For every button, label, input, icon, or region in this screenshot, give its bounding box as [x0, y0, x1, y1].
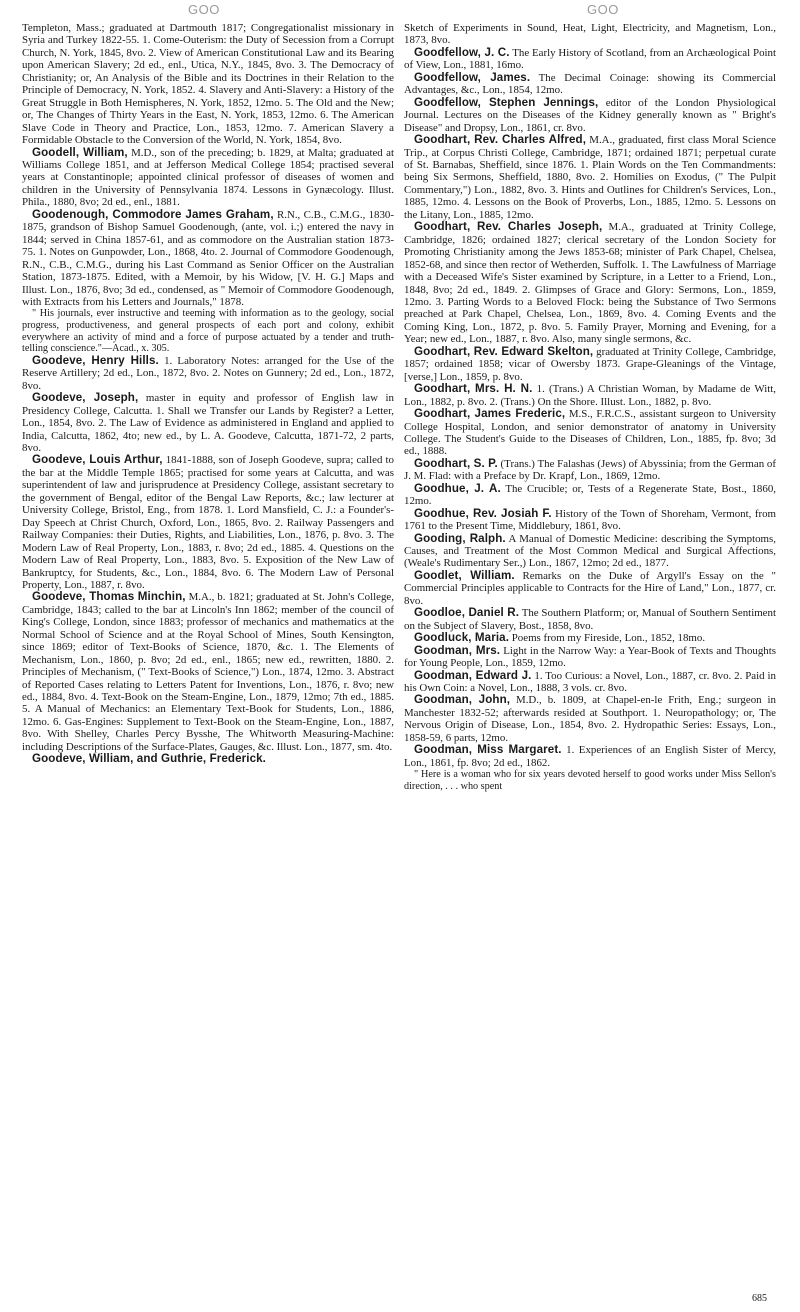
entry-headword: Goodman, Edward J. — [414, 668, 532, 682]
entry-headword: Goodluck, Maria. — [414, 631, 510, 645]
dictionary-entry — [404, 72, 776, 97]
dictionary-entry — [404, 570, 776, 607]
dictionary-entry — [22, 753, 394, 765]
dictionary-entry — [404, 221, 776, 346]
entry-text: The Early History of Scotland, from an Archæological Point of View, Lon., 1881, 16mo. — [404, 46, 777, 72]
entry-text: M.D., son of the preceding; b. 1829, at Malta; graduated at Williams College 1851, and at Jefferson Medical College 1854; practised several years at Constantinople; appointed clinical professor of diseases of women and children in the University of Pennsylvania 1874. Lessons in Gynæcology. Illust. Phila., 1880, 8vo; 2d ed., enl., 1881. — [22, 146, 395, 209]
entry-headword: Goodeve, Henry Hills. — [32, 353, 159, 367]
entry-text: master in equity and professor of English law in Presidency College, Calcutta. 1. Shall we Transfer our Lands by Register? a Letter, Lon., 1854, 8vo. 2. The Law of Evidence as administered in England and applied to India, Calcutta, 1862, 4to; new ed., by L. A. Goodeve, Calcutta, 1871-72, 2 parts, 8vo. — [22, 392, 394, 454]
entry-headword: Goodhart, Rev. Edward Skelton, — [414, 344, 594, 358]
entry-text: M.D., b. 1809, at Chapel-en-le Frith, Eng.; surgeon in Manchester 1832-52; afterwards resided at Southport. 1. Neuropathology; or, The Nervous Origin of Disease, Lon., 1854, 8vo. 2. Hydropathic Series: Essays, Lon., 1858-59, 6 parts, 12mo. — [404, 694, 776, 744]
dictionary-entry — [22, 355, 394, 392]
entry-text: graduated at Trinity College, Cambridge, 1857; ordained 1858; vicar of Owersby 1873. Grape-Gleanings of the Vintage, [verse,] Lon., 1859, p. 8vo. — [404, 345, 776, 383]
entry-headword: Goodfellow, J. C. — [414, 45, 510, 59]
entry-headword: Goodman, Miss Margaret. — [414, 743, 562, 757]
dictionary-entry — [404, 533, 776, 570]
entry-headword: Goodlet, William. — [414, 568, 515, 582]
entry-headword: Goodhart, Rev. Charles Alfred, — [414, 133, 587, 147]
dictionary-entry — [404, 346, 776, 383]
entry-headword: Goodhue, Rev. Josiah F. — [414, 506, 552, 520]
entry-headword: Goodhart, S. P. — [414, 456, 498, 470]
dictionary-entry — [404, 383, 776, 408]
page-number: 685 — [752, 1293, 767, 1304]
entry-headword: Goodhart, James Frederic, — [414, 407, 566, 421]
entry-text: M.A., graduated, first class Moral Science Trip., at Corpus Christi College, Cambridge, 1871; ordained 1871; perpetual curate of St. Barnabas, Sheffield, since 1876. 1. Plain Words on the Ten Commandments: being Six Sermons, Sheffield, 1880, 8vo. 2. Homilies on Exodus, (" The Pulpit Commentary,") Lon., 1882, 8vo. 3. Hints and Outlines for Children's Services, Lon., 1885, 12mo. 4. Lessons on the Book of Proverbs, Lon., 1885, 12mo. 5. Lessons on the Litany, Lon., 1885, 12mo. — [404, 134, 776, 221]
entry-headword: Goodloe, Daniel R. — [414, 606, 520, 620]
entry-text: M.A., b. 1821; graduated at St. John's College, Cambridge, 1843; called to the bar at Lincoln's Inn 1862; member of the council of King's College, London, since 1883; professor of mechanics and mathematics at the Normal School of Science and at the Royal School of Mines, South Kensington, since 1869; editor of Text-Books of Science, 1870, &c. 1. The Elements of Mechanism, Lon., 1860, p. 8vo; 2d ed., enl., 1865; new ed., rewritten, 1880. 2. Principles of Mechanism, (" Text-Books of Science,") Lon., 1874, 12mo. 3. Abstract of Reported Cases relating to Letters Patent for Inventions, Lon., 1876, r. 8vo; new ed., 1884, 8vo. 4. Text-Book on the Steam-Engine, Lon., 1879, 12mo; 7th ed., 1885. 5. A Manual of Mechanics: an Elementary Text-Book for Students, Lon., 1886, 12mo. 6. Gas-Engines: Supplement to Text-Book on the Steam-Engine, Lon., 1887, 8vo. With Shelley, Charles Percy Bysshe, The Whitworth Measuring-Machine: including Descriptions of the Surface-Plates, Gauges, &c. Illust. Lon., 1877, sm. 4to. — [22, 591, 394, 753]
entry-text: M.S., F.R.C.S., assistant surgeon to University College Hospital, London, and senior demonstrator of anatomy in University College. The Student's Guide to the Diseases of Children, Lon., 1885, fp. 8vo; 3d ed., 1888. — [404, 408, 776, 458]
entry-text: M.A., graduated at Trinity College, Cambridge, 1826; ordained 1827; clerical secretary of the London Society for Promoting Christianity among the Jews 1853-68; minister of Park Chapel, Chelsea, 1852-68, and since then rector of Wetherden, Suffolk. 1. The Lawfulness of Marriage with a Deceased Wife's Sister examined by Scripture, in a Letter to a Friend, Lon., 1848, 8vo; 2d ed., 1849. 2. Glimpses of Grace and Glory: Sermons, Lon., 1859, 12mo. 3. Parting Words to a Beloved Flock: being the Substance of Two Sermons preached at Park Chapel, Chelsea, Lon., 1869, 8vo. 4. Coming Events and the Coming King, Lon., 1872, p. 8vo. 5. Family Prayer, Morning and Evening, for a Year; new ed., Lon., 1887, r. 8vo. Also, many single sermons, &c. — [404, 221, 776, 346]
entry-text: The Southern Platform; or, Manual of Southern Sentiment on the Subject of Slavery, Bost., 1858, 8vo. — [404, 607, 776, 632]
dictionary-entry — [22, 209, 394, 309]
entry-text: A Manual of Domestic Medicine: describing the Symptoms, Causes, and Treatment of the Most Common Medical and Surgical Affections, (Weale's Rudimentary Ser.,) Lon., 1867, 12mo; 2d ed., 1877. — [404, 532, 776, 570]
entry-quote: " His journals, ever instructive and teeming with information as to the geology, social progress, productiveness, and general prospects of each port and colony, exhibit everywhere an activity of mind and a force of purpose actuated by a tender and truth-telling conscience."—Acad., x. 305. — [22, 308, 394, 355]
entry-quote: " Here is a woman who for six years devoted herself to good works under Miss Sellon's direction, . . . who spent — [404, 769, 776, 792]
watermark-right: GOO — [587, 2, 619, 17]
left-column — [22, 22, 394, 766]
dictionary-entry — [404, 694, 776, 744]
entry-text: Poems from my Fireside, Lon., 1852, 18mo. — [511, 632, 706, 645]
entry-continuation — [22, 22, 394, 147]
entry-headword: Gooding, Ralph. — [414, 531, 506, 545]
dictionary-entry — [22, 591, 394, 753]
dictionary-entry — [404, 483, 776, 508]
entry-headword: Goodhart, Rev. Charles Joseph, — [414, 220, 603, 234]
dictionary-entry — [404, 607, 776, 632]
entry-headword: Goodfellow, Stephen Jennings, — [414, 95, 599, 109]
entry-text: History of the Town of Shoreham, Vermont, from 1761 to the Present Time, Middlebury, 1861, 8vo. — [404, 507, 776, 533]
entry-headword: Goodell, William, — [32, 145, 128, 159]
entry-text: editor of the London Physiological Journal. Lectures on the Diseases of the Kidney generally known as " Bright's Disease" and Dropsy, Lon., 1861, cr. 8vo. — [404, 96, 776, 134]
dictionary-entry — [404, 645, 776, 670]
entry-text: 1. Too Curious: a Novel, Lon., 1887, cr. 8vo. 2. Paid in his Own Coin: a Novel, Lon., 1888, 3 vols. cr. 8vo. — [404, 669, 776, 695]
entry-text: R.N., C.B., C.M.G., 1830-1875, grandson of Bishop Samuel Goodenough, (ante, vol. i.;) entered the navy in 1844; served in China 1857-61, and as commodore on the Australian station 1873-75. 1. Notes on Gunpowder, Lon., 1868, 4to. 2. Journal of Commodore Goodenough, R.N., C.B., C.M.G., during his Last Command as Senior Officer on the Australian Station, 1873-1875. Edited, with a Memoir, by his Widow, [V. H. G.] Maps and Illust. Lon., 1876, 8vo; 3d ed., condensed, as " Memoir of Commodore Goodenough, with Extracts from his Letters and Journals," 1878. — [22, 208, 394, 308]
entry-headword: Goodman, Mrs. — [414, 643, 501, 657]
dictionary-entry — [404, 744, 776, 769]
entry-text: The Crucible; or, Tests of a Regenerate State, Bost., 1860, 12mo. — [404, 482, 776, 508]
dictionary-entry — [404, 47, 776, 72]
dictionary-entry — [22, 147, 394, 209]
watermark-left: GOO — [188, 2, 220, 17]
entry-text: Remarks on the Duke of Argyll's Essay on the " Commercial Principles applicable to Contracts for the Hire of Land," Lon., 1877, cr. 8vo. — [404, 569, 776, 607]
entry-headword: Goodhart, Mrs. H. N. — [414, 382, 533, 396]
entry-text: 1. Laboratory Notes: arranged for the Use of the Reserve Artillery; 2d ed., Lon., 1872, 8vo. 2. Notes on Gunnery; 2d ed., Lon., 1872, 8vo. — [22, 354, 394, 392]
dictionary-entry — [22, 392, 394, 454]
entry-headword: Goodeve, Thomas Minchin, — [32, 590, 186, 604]
right-column — [404, 22, 776, 792]
entry-text: Templeton, Mass.; graduated at Dartmouth 1817; Congregationalist missionary in Syria and Turkey 1822-55. 1. Come-Outerism: the Duty of Secession from a Corrupt Church, N. York, 1845, 8vo. 2. View of American Constitutional Law and its Bearing upon American Slavery; 2d ed., enl., Utica, N.Y., 1845, 8vo. 3. The Democracy of Christianity; or, An Analysis of the Bible and its Doctrines in their Relation to the Principle of Democracy, N. York, 1852. 4. Slavery and Anti-Slavery: a History of the Great Struggle in Both Hemispheres, N. York, 1852, 12mo. 5. The Old and the New; or, The Changes of Thirty Years in the East, N. York, 1853, 12mo. 6. The American Slave Code in Theory and Practice, Lon., 1853, 12mo. 7. American Slavery a Formidable Obstacle to the Conversion of the World, N. York, 1854, 8vo. — [22, 22, 394, 147]
entry-text: 1. (Trans.) A Christian Woman, by Madame de Witt, Lon., 1882, p. 8vo. 2. (Trans.) On the Shore. Illust. Lon., 1882, p. 8vo. — [404, 383, 777, 408]
dictionary-entry — [404, 97, 776, 134]
dictionary-entry — [404, 408, 776, 458]
entry-headword: Goodenough, Commodore James Graham, — [32, 207, 274, 221]
entry-headword: Goodeve, Louis Arthur, — [32, 453, 163, 467]
entry-headword: Goodman, John, — [414, 693, 511, 707]
dictionary-entry — [404, 508, 776, 533]
entry-text: 1841-1888, son of Joseph Goodeve, supra; called to the bar at the Middle Temple 1865; practised for some years at Calcutta, and was superintendent of law and jurisprudence at Presidency College, assistant secretary to the government of Bengal, editor of the Bengal Law Reports, &c.; law lecturer at University College, Bristol, Eng., from 1878. 1. Lord Mansfield, C. J.: a Founder's-Day Speech at Christ Church, Oxford, Lon., 1865, 8vo. 2. Railway Passengers and Railway Companies: their Duties, Rights, and Liabilities, Lon., 1876, p. 8vo. 3. The Modern Law of Real Property, Lon., 1883, r. 8vo; 2d ed., 1885. 4. Questions on the Modern Law of Real Property, Lon., 1883, 8vo. 5. Exposition of the New Law of Bankruptcy, for Students, &c., Lon., 1884, 8vo. 6. The Modern Law of Personal Property, Lon., 1887, r. 8vo. — [22, 454, 394, 591]
entry-text: 1. Experiences of an English Sister of Mercy, Lon., 1861, fp. 8vo; 2d ed., 1862. — [404, 744, 777, 769]
dictionary-entry — [404, 670, 776, 695]
entry-headword: Goodeve, Joseph, — [32, 391, 139, 405]
dictionary-entry — [22, 454, 394, 591]
entry-text: (Trans.) The Falashas (Jews) of Abyssinia; from the German of J. M. Flad: with a Preface by Dr. Krapf, Lon., 1869, 12mo. — [404, 457, 776, 483]
dictionary-entry — [404, 458, 776, 483]
entry-headword: Goodeve, William, and Guthrie, Frederick. — [32, 752, 266, 766]
entry-headword: Goodfellow, James. — [414, 70, 531, 84]
entry-text: Light in the Narrow Way: a Year-Book of Texts and Thoughts for Young People, Lon., 1859, 12mo. — [404, 644, 776, 670]
entry-continuation — [404, 22, 776, 47]
entry-headword: Goodhue, J. A. — [414, 481, 501, 495]
entry-text: The Decimal Coinage: showing its Commercial Advantages, &c., Lon., 1854, 12mo. — [404, 71, 776, 97]
entry-text: Sketch of Experiments in Sound, Heat, Light, Electricity, and Magnetism, Lon., 1873, 8vo. — [404, 22, 776, 47]
dictionary-entry — [404, 134, 776, 221]
